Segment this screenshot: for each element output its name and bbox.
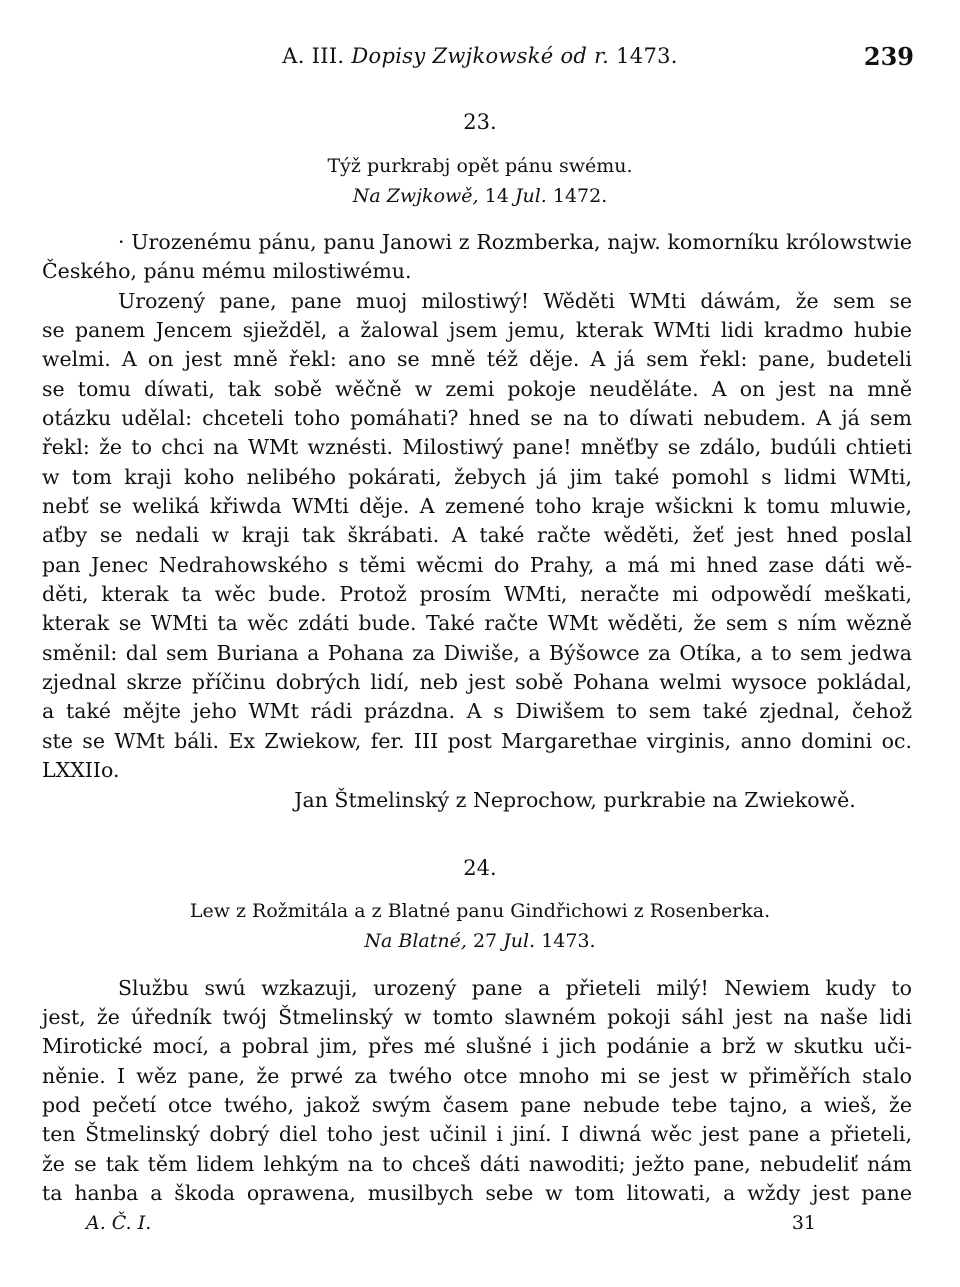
letter-23-date: 14 xyxy=(484,185,509,207)
letter-23-line: welmi. A on jest mně řekl: ano se mně též děje. A já sem řekl: pane, budeteli xyxy=(42,347,912,371)
letter-23-line: pan Jenec Nedrahowského s těmi wěcmi do Prahy, a má mi hned zase dáti wě- xyxy=(42,553,912,577)
letter-24-month: Jul. xyxy=(503,930,536,952)
letter-24-dateline xyxy=(0,930,960,952)
running-title-year: 1473. xyxy=(616,44,678,68)
running-title-italic: Dopisy Zwjkowské od r. xyxy=(351,44,610,68)
letter-24-line: ten Štmelinský dobrý diel toho jest učinil i jiní. I diwná wěc jest pane a přieteli, xyxy=(42,1122,912,1146)
letter-23-line: w tom kraji koho nelibého pokárati, žebych já jim také pomohl s lidmi WMti, xyxy=(42,465,912,489)
letter-23-line: LXXIIo. xyxy=(42,758,120,782)
page-footer xyxy=(86,1212,816,1234)
letter-23-line: zjednal skrze příčinu dobrých lidí, neb jest sobě Pohana welmi wysoce pokládal, xyxy=(42,670,912,694)
letter-23-line: kterak se WMti ta wěc zdáti bude. Také račte WMt wěděti, že sem s ním wězně xyxy=(42,611,912,635)
letter-24-line: pod pečetí otce twého, jakož swým časem pane nebude tebe tajno, a wieš, že xyxy=(42,1093,912,1117)
letter-23-line: Urozený pane, pane muoj milostiwý! Wěděti WMti dáwám, že sem se xyxy=(118,289,912,313)
letter-23-line: · Urozenému pánu, panu Janowi z Rozmberka, najw. komorníku królowstwie xyxy=(118,230,912,254)
letter-24-line: jest, že úředník twój Štmelinský w tomto slawném pokoji sáhl jest na naše lidi xyxy=(42,1005,912,1029)
letter-24-line: že se tak těm lidem lehkým na to chceš dáti nawoditi; ježto pane, nebudeliť nám xyxy=(42,1152,912,1176)
letter-24-line: Mirotické mocí, a pobral jim, přes mé slušné i jich podánie a brž w skutku uči- xyxy=(42,1034,912,1058)
running-title-lead: A. III. xyxy=(282,44,345,68)
letter-24-line: ta hanba a škoda oprawena, musilbych sebe w tom litowati, a wždy jest pane xyxy=(42,1181,912,1205)
signature-mark: A. Č. I. xyxy=(86,1212,152,1234)
letter-23-number: 23. xyxy=(463,110,497,134)
sheet-number: 31 xyxy=(791,1212,816,1234)
letter-23-line: řekl: že to chci na WMt wznésti. Milostiwý pane! mněťby se zdálo, budúli chtieti xyxy=(42,435,912,459)
letter-23-year: 1472. xyxy=(552,185,608,207)
letter-24-place: Na Blatné, xyxy=(364,930,467,952)
letter-23-signature: Jan Štmelinský z Neprochow, purkrabie na Zwiekowě. xyxy=(294,788,856,812)
letter-23-line: ste se WMt báli. Ex Zwiekow, fer. III post Margarethae virginis, anno domini oc. xyxy=(42,729,912,753)
letter-23-line: děti, kterak ta wěc bude. Protož prosím WMti, neračte mi odpowědí meškati, xyxy=(42,582,912,606)
letter-23-line: směnil: dal sem Buriana a Pohana za Diwiše, a Býšowce za Otíka, a to sem jedwa xyxy=(42,641,912,665)
letter-23-line: nebť se weliká křiwda WMti děje. A zemené toho kraje wšickni k tomu mluwie, xyxy=(42,494,912,518)
page-number: 239 xyxy=(863,42,914,71)
letter-24-line: něnie. I wěz pane, že prwé za twého otce mnoho mi se jest w přiměřích stalo xyxy=(42,1064,912,1088)
letter-23-line: se panem Jencem sjieždĕl, a žalowal jsem jemu, kterak WMti lidi kradmo hubie xyxy=(42,318,912,342)
letter-23-line: otázku udělal: chceteli toho pomáhati? hned se na to díwati nebudem. A já sem xyxy=(42,406,912,430)
letter-23-month: Jul. xyxy=(514,185,547,207)
letter-23-line: aťby se nedali w kraji tak škrábati. A také račte wěděti, žeť jest hned poslal xyxy=(42,523,912,547)
letter-23-dateline xyxy=(0,185,960,207)
letter-24-line: Službu swú wzkazuji, urozený pane a přieteli milý! Newiem kudy to xyxy=(118,976,912,1000)
letter-23-line: se tomu díwati, tak sobě wěčně w zemi pokoje neuděláte. A on jest na mně xyxy=(42,377,912,401)
letter-23-line: a také mějte jeho WMt rádi prázdna. A s Diwišem to sem také zjednal, čehož xyxy=(42,699,912,723)
running-title xyxy=(40,44,920,68)
running-head xyxy=(40,44,920,74)
letter-24-year: 1473. xyxy=(541,930,596,952)
letter-23-place: Na Zwjkowě, xyxy=(352,185,479,207)
letter-23-heading: Týž purkrabj opět pánu swému. xyxy=(327,155,633,177)
letter-24-heading: Lew z Rožmitála a z Blatné panu Gindřichowi z Rosenberka. xyxy=(189,900,771,922)
letter-24-number: 24. xyxy=(463,856,497,880)
letter-23-line: Českého, pánu mému milostiwému. xyxy=(42,259,412,283)
letter-24-date: 27 xyxy=(472,930,498,952)
